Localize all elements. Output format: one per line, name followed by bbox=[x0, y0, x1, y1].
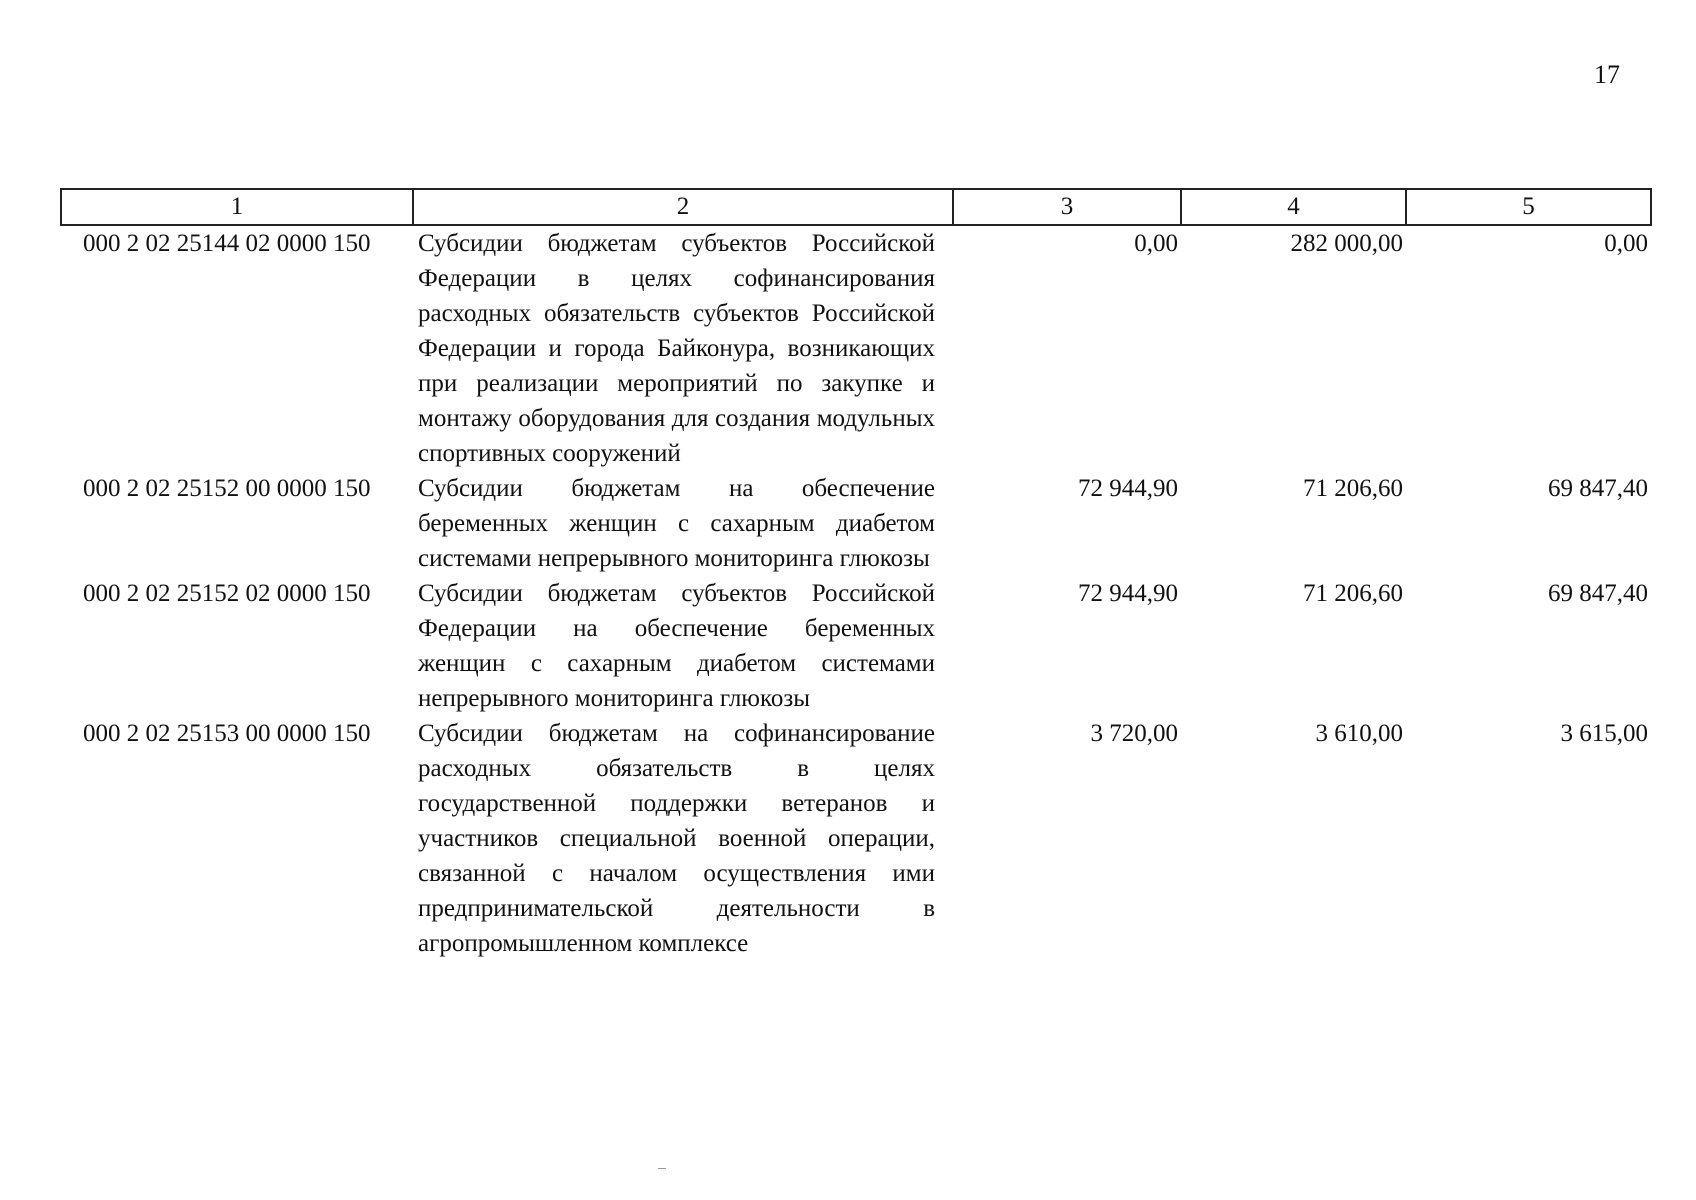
row-value-col3: 72 944,90 bbox=[1078, 475, 1178, 502]
row-description: Субсидии бюджетам субъектов Российской Федерации на обеспечение беременных женщин с сахарным диабетом системами непрерывного мониторинга глюкозы bbox=[418, 580, 935, 712]
table-row bbox=[61, 225, 1651, 471]
row-code: 000 2 02 25144 02 0000 150 bbox=[83, 230, 371, 257]
table-row bbox=[61, 576, 1651, 716]
column-header-2: 2 bbox=[413, 189, 953, 225]
column-header-5: 5 bbox=[1406, 189, 1651, 225]
budget-table bbox=[60, 188, 1652, 961]
row-code: 000 2 02 25152 02 0000 150 bbox=[83, 580, 371, 607]
row-value-col5: 69 847,40 bbox=[1548, 475, 1648, 502]
row-code: 000 2 02 25153 00 0000 150 bbox=[83, 720, 371, 747]
row-value-col4: 71 206,60 bbox=[1303, 580, 1403, 607]
header-row bbox=[61, 189, 1651, 225]
row-value-col3: 72 944,90 bbox=[1078, 580, 1178, 607]
table-row bbox=[61, 716, 1651, 961]
row-description: Субсидии бюджетам на обеспечение беременных женщин с сахарным диабетом системами непрерывного мониторинга глюкозы bbox=[418, 475, 935, 572]
row-description: Субсидии бюджетам на софинансирование расходных обязательств в целях государственной поддержки ветеранов и участников специальной военной операции, связанной с началом осуществления ими предпринимательской деятельности в агропромышленном комплексе bbox=[418, 720, 935, 957]
row-value-col5: 0,00 bbox=[1604, 230, 1648, 257]
row-value-col4: 282 000,00 bbox=[1290, 230, 1403, 257]
row-value-col5: 69 847,40 bbox=[1548, 580, 1648, 607]
row-value-col3: 3 720,00 bbox=[1090, 720, 1178, 747]
row-value-col5: 3 615,00 bbox=[1560, 720, 1648, 747]
column-header-1: 1 bbox=[61, 189, 413, 225]
column-header-3: 3 bbox=[953, 189, 1181, 225]
table-row bbox=[61, 471, 1651, 576]
row-value-col4: 71 206,60 bbox=[1303, 475, 1403, 502]
row-value-col4: 3 610,00 bbox=[1315, 720, 1403, 747]
row-code: 000 2 02 25152 00 0000 150 bbox=[83, 475, 371, 502]
row-value-col3: 0,00 bbox=[1134, 230, 1178, 257]
page-number: 17 bbox=[1594, 60, 1620, 89]
column-header-4: 4 bbox=[1181, 189, 1406, 225]
scan-mark bbox=[658, 1168, 666, 1169]
row-description: Субсидии бюджетам субъектов Российской Федерации в целях софинансирования расходных обязательств субъектов Российской Федерации и города Байконура, возникающих при реализации мероприятий по закупке и монтажу оборудования для создания модульных спортивных сооружений bbox=[418, 230, 935, 467]
